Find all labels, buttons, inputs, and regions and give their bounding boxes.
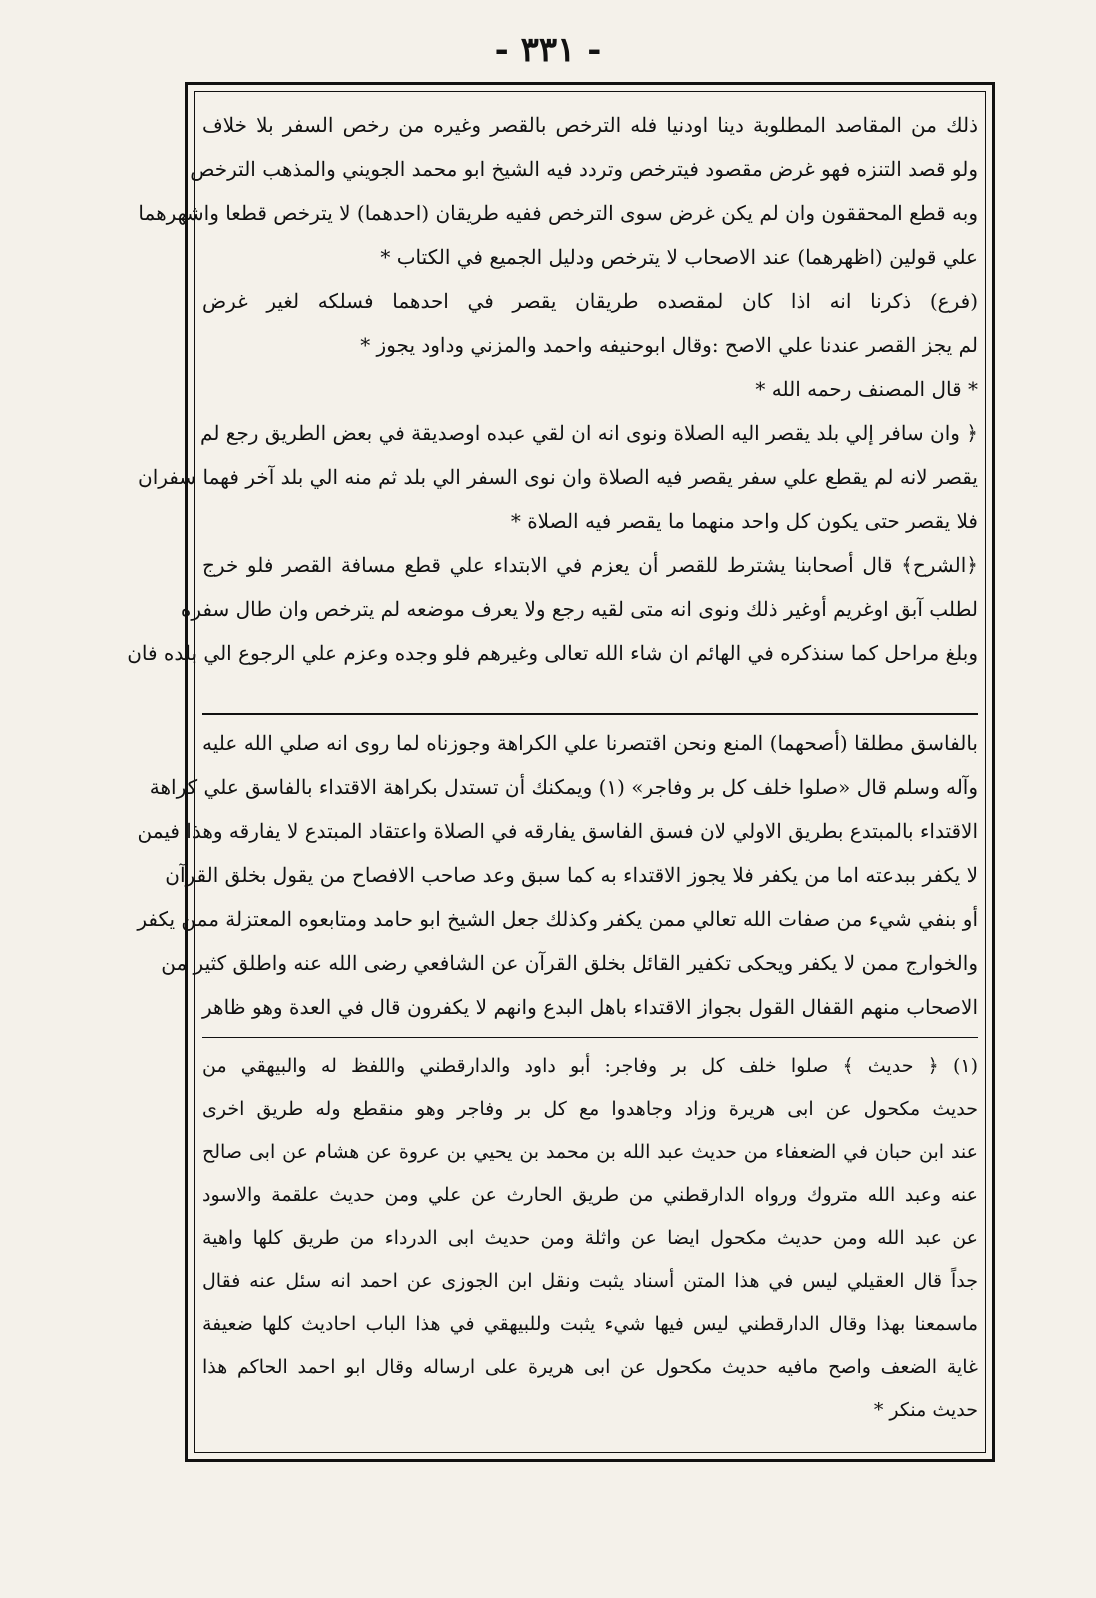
footnote-line: حديث مكحول عن ابى هريرة وزاد وجاهدوا مع كل بر وفاجر وهو منقطع وله طريق اخرى bbox=[202, 1098, 978, 1120]
text-line: يقصر لانه لم يقطع علي سفر يقصر فيه الصلاة وان نوى السفر الي بلد ثم منه الي بلد آخر فهما سفران bbox=[138, 465, 978, 489]
text-line: لطلب آبق اوغريم أوغير ذلك ونوى انه متى لقيه رجع ولا يعرف موضعه لم يترخص وان طال سفره bbox=[180, 597, 978, 621]
text-line: (فرع) ذكرنا انه اذا كان لمقصده طريقان يقصر في احدهما فسلكه لغير غرض bbox=[202, 289, 978, 313]
text-line: وبلغ مراحل كما سنذكره في الهائم ان شاء الله تعالى وغيرهم فلو وجده وعزم علي الرجوع الي بلده فان bbox=[127, 641, 978, 665]
text-line: الاقتداء بالمبتدع بطريق الاولي لان فسق الفاسق يفارقه في الصلاة واعتقاد المبتدع لا يفارقه وهذا فيمن bbox=[137, 819, 978, 843]
text-line: ولو قصد التنزه فهو غرض مقصود فيترخص وتردد فيه الشيخ ابو محمد الجويني والمذهب الترخص bbox=[190, 157, 978, 181]
main-text-block bbox=[127, 103, 978, 675]
footnote-line: عنه وعبد الله متروك ورواه الدارقطني من طريق الحارث عن علي ومن حديث علقمة والاسود bbox=[202, 1184, 978, 1206]
footnote-line: ماسمعنا بهذا وقال الدارقطني ليس فيها شيء يثبت وللبيهقي في هذا الباب احاديث كلها ضعيفة bbox=[202, 1313, 978, 1335]
text-line: بالفاسق مطلقا (أصحهما) المنع ونحن اقتصرنا علي الكراهة وجوزناه لما روى انه صلي الله عليه bbox=[202, 731, 978, 755]
footnote-line: عند ابن حبان في الضعفاء من حديث عبد الله بن محمد بن يحيي بن عروة عن هشام عن ابى صالح bbox=[202, 1141, 978, 1163]
footnote-block bbox=[202, 1045, 978, 1432]
text-line: الاصحاب منهم القفال القول بجواز الاقتداء باهل البدع وانهم لا يكفرون قال في العدة وهو ظاهر bbox=[202, 995, 978, 1019]
section-separator bbox=[202, 713, 978, 715]
page-frame bbox=[127, 82, 995, 1462]
text-line: ﴿الشرح﴾ قال أصحابنا يشترط للقصر أن يعزم في الابتداء علي قطع مسافة القصر فلو خرج bbox=[202, 553, 978, 577]
footnote-line: غاية الضعف واصح مافيه حديث مكحول عن ابى هريرة على ارساله وقال ابو احمد الحاكم هذا bbox=[202, 1356, 978, 1378]
footnote-line: حديث منكر * bbox=[873, 1399, 978, 1421]
text-line: ﴿ وان سافر إلي بلد يقصر اليه الصلاة ونوى انه ان لقي عبده اوصديقة في بعض الطريق رجع لم bbox=[200, 421, 978, 445]
section-heading: * قال المصنف رحمه الله * bbox=[755, 377, 978, 401]
text-line: علي قولين (اظهرهما) عند الاصحاب لا يترخص ودليل الجميع في الكتاب * bbox=[380, 245, 978, 269]
text-line: والخوارج ممن لا يكفر ويحكى تكفير القائل بخلق القرآن عن الشافعي رضى الله عنه واطلق كثير من bbox=[161, 951, 978, 975]
text-line: لا يكفر ببدعته اما من يكفر فلا يجوز الاقتداء به كما سبق وعد صاحب الافصاح من يقول بخلق القرآن bbox=[165, 863, 978, 887]
page-number: - ٣٣١ - bbox=[494, 30, 602, 70]
footnote-line: عن عبد الله ومن حديث مكحول ايضا عن واثلة ومن حديث ابى الدرداء من طريق كلها واهية bbox=[202, 1227, 978, 1249]
text-line: وبه قطع المحققون وان لم يكن غرض سوى الترخص ففيه طريقان (احدهما) لا يترخص قطعا واشهرهما bbox=[138, 201, 978, 225]
text-line: وآله وسلم قال «صلوا خلف كل بر وفاجر» (١) ويمكنك أن تستدل بكراهة الاقتداء بالفاسق علي كراهة bbox=[149, 775, 978, 799]
footnote-line: جداً قال العقيلي ليس في هذا المتن أسناد يثبت ونقل ابن الجوزى عن احمد انه سئل عنه فقال bbox=[202, 1270, 978, 1292]
continuation-text-block bbox=[137, 721, 978, 1029]
text-line: أو بنفي شيء من صفات الله تعالي ممن يكفر وكذلك جعل الشيخ ابو حامد ومتابعوه المعتزلة ممن يكفر bbox=[137, 907, 978, 931]
footnote-separator bbox=[202, 1037, 978, 1038]
text-line: ذلك من المقاصد المطلوبة دينا اودنيا فله الترخص بالقصر وغيره من رخص السفر بلا خلاف bbox=[202, 113, 978, 137]
text-line: فلا يقصر حتى يكون كل واحد منهما ما يقصر فيه الصلاة * bbox=[510, 509, 978, 533]
text-line: لم يجز القصر عندنا علي الاصح :وقال ابوحنيفه واحمد والمزني وداود يجوز * bbox=[360, 333, 978, 357]
footnote-line: (١) ﴿ حديث ﴾ صلوا خلف كل بر وفاجر: أبو داود والدارقطني واللفظ له والبيهقي من bbox=[202, 1055, 978, 1077]
